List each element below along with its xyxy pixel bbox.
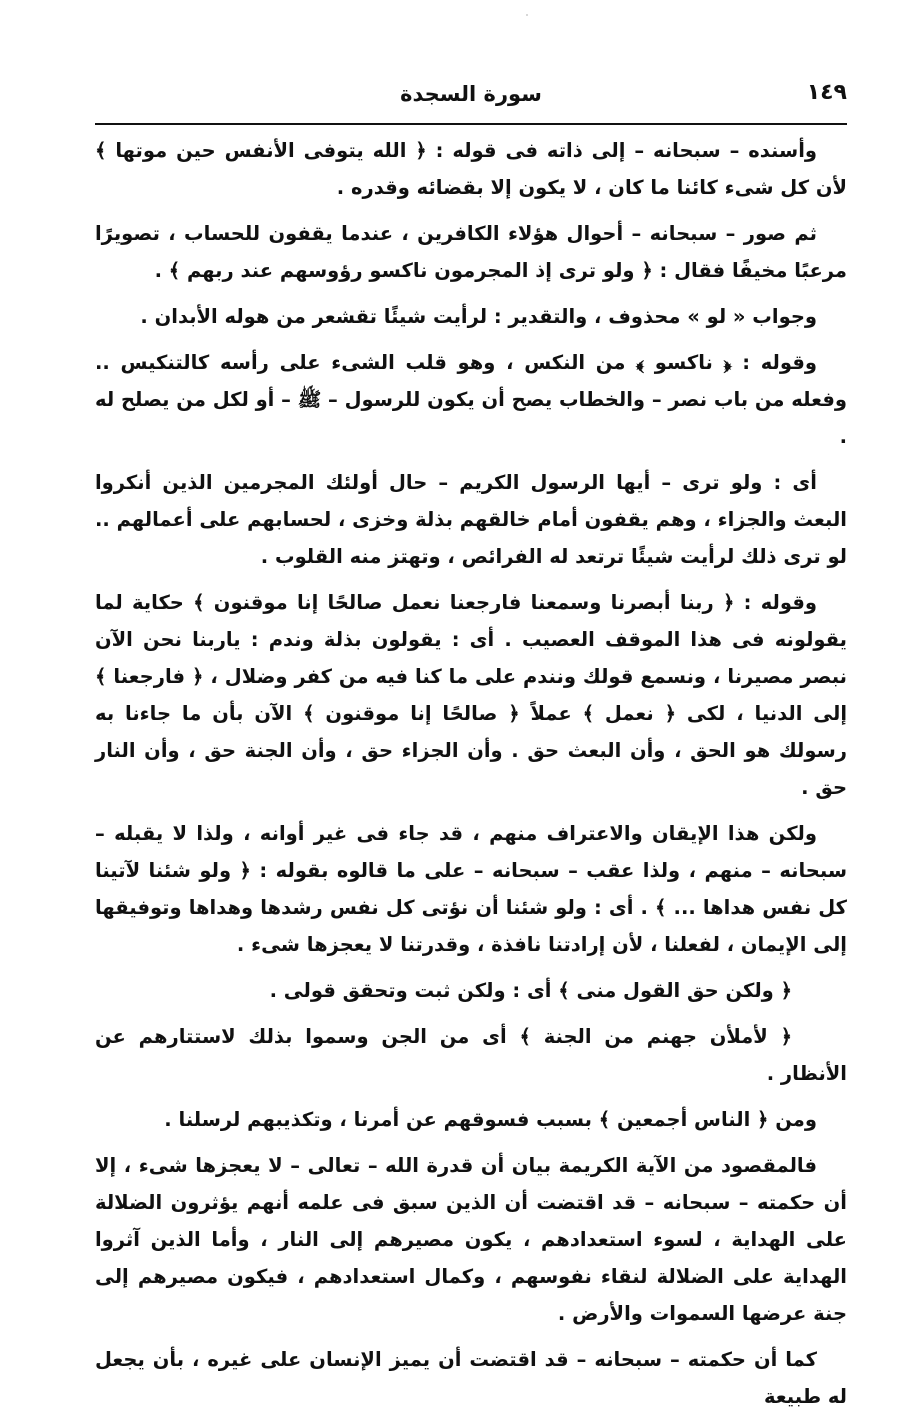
verse-paragraph: ﴿ ولكن حق القول منى ﴾ أى : ولكن ثبت وتحقق قولى . [269,979,792,1002]
paragraph: وقوله : ﴿ ربنا أبصرنا وسمعنا فارجعنا نعمل صالحًا إنا موقنون ﴾ حكاية لما يقولونه فى هذا الموقف العصيب . أى : يقولون بذلة وندم : ياربنا نحن الآن نبصر مصيرنا ، ونسمع قولك ونندم على ما كنا فيه من كفر وضلال ، ﴿ فارجعنا ﴾ إلى الدنيا ، لكى ﴿ نعمل ﴾ عملاً ﴿ صالحًا إنا موقنون ﴾ الآن بأن ما جاءنا به رسولك هو الحق ، وأن البعث حق . وأن الجزاء حق ، وأن الجنة حق ، وأن النار حق . [95,591,847,799]
paragraph: وأسنده – سبحانه – إلى ذاته فى قوله : ﴿ الله يتوفى الأنفس حين موتها ﴾ لأن كل شىء كائنا ما كان ، لا يكون إلا بقضائه وقدره . [95,139,847,199]
paragraph: كما أن حكمته – سبحانه – قد اقتضت أن يميز الإنسان على غيره ، بأن يجعل له طبيعة [95,1348,847,1408]
paper-speck [526,14,528,16]
paragraph: ومن ﴿ الناس أجمعين ﴾ بسبب فسوقهم عن أمرنا ، وتكذيبهم لرسلنا . [164,1108,817,1131]
page-body [95,132,847,1424]
running-title: سورة السجدة [400,82,542,106]
paragraph: ثم صور – سبحانه – أحوال هؤلاء الكافرين ، عندما يقفون للحساب ، تصويرًا مرعبًا مخيفًا فقال : ﴿ ولو ترى إذ المجرمون ناكسو رؤوسهم عند ربهم ﴾ . [95,222,847,282]
verse-paragraph: ﴿ لأملأن جهنم من الجنة ﴾ أى من الجن وسموا بذلك لاستتارهم عن الأنظار . [95,1025,847,1085]
page-number: ١٤٩ [806,80,847,105]
header-rule [95,123,847,125]
paragraph: وقوله : ﴿ ناكسو ﴾ من النكس ، وهو قلب الشىء على رأسه كالتنكيس .. وفعله من باب نصر – والخطاب يصح أن يكون للرسول – ﷺ – أو لكل من يصلح له . [95,351,847,448]
paragraph: فالمقصود من الآية الكريمة بيان أن قدرة الله – تعالى – لا يعجزها شىء ، إلا أن حكمته – سبحانه – قد اقتضت أن الذين سبق فى علمه أنهم يؤثرون الضلالة على الهداية ، لسوء استعدادهم ، يكون مصيرهم إلى النار ، وأما الذين آثروا الهداية على الضلالة لنقاء نفوسهم ، وكمال استعدادهم ، فيكون مصيرهم إلى جنة عرضها السموات والأرض . [95,1154,847,1325]
page-header [95,78,847,118]
paragraph: أى : ولو ترى – أيها الرسول الكريم – حال أولئك المجرمين الذين أنكروا البعث والجزاء ، وهم يقفون أمام خالقهم بذلة وخزى ، لحسابهم على أعمالهم .. لو ترى ذلك لرأيت شيئًا ترتعد له الفرائص ، وتهتز منه القلوب . [95,471,847,568]
paragraph: وجواب « لو » محذوف ، والتقدير : لرأيت شيئًا تقشعر من هوله الأبدان . [140,305,817,328]
paragraph: ولكن هذا الإيقان والاعتراف منهم ، قد جاء فى غير أوانه ، ولذا لا يقبله – سبحانه – منهم ، ولذا عقب – سبحانه – على ما قالوه بقوله : ﴿ ولو شئنا لآتينا كل نفس هداها ... ﴾ . أى : ولو شئنا أن نؤتى كل نفس رشدها وهداها وتوفيقها إلى الإيمان ، لفعلنا ، لأن إرادتنا نافذة ، وقدرتنا لا يعجزها شىء . [95,822,847,956]
